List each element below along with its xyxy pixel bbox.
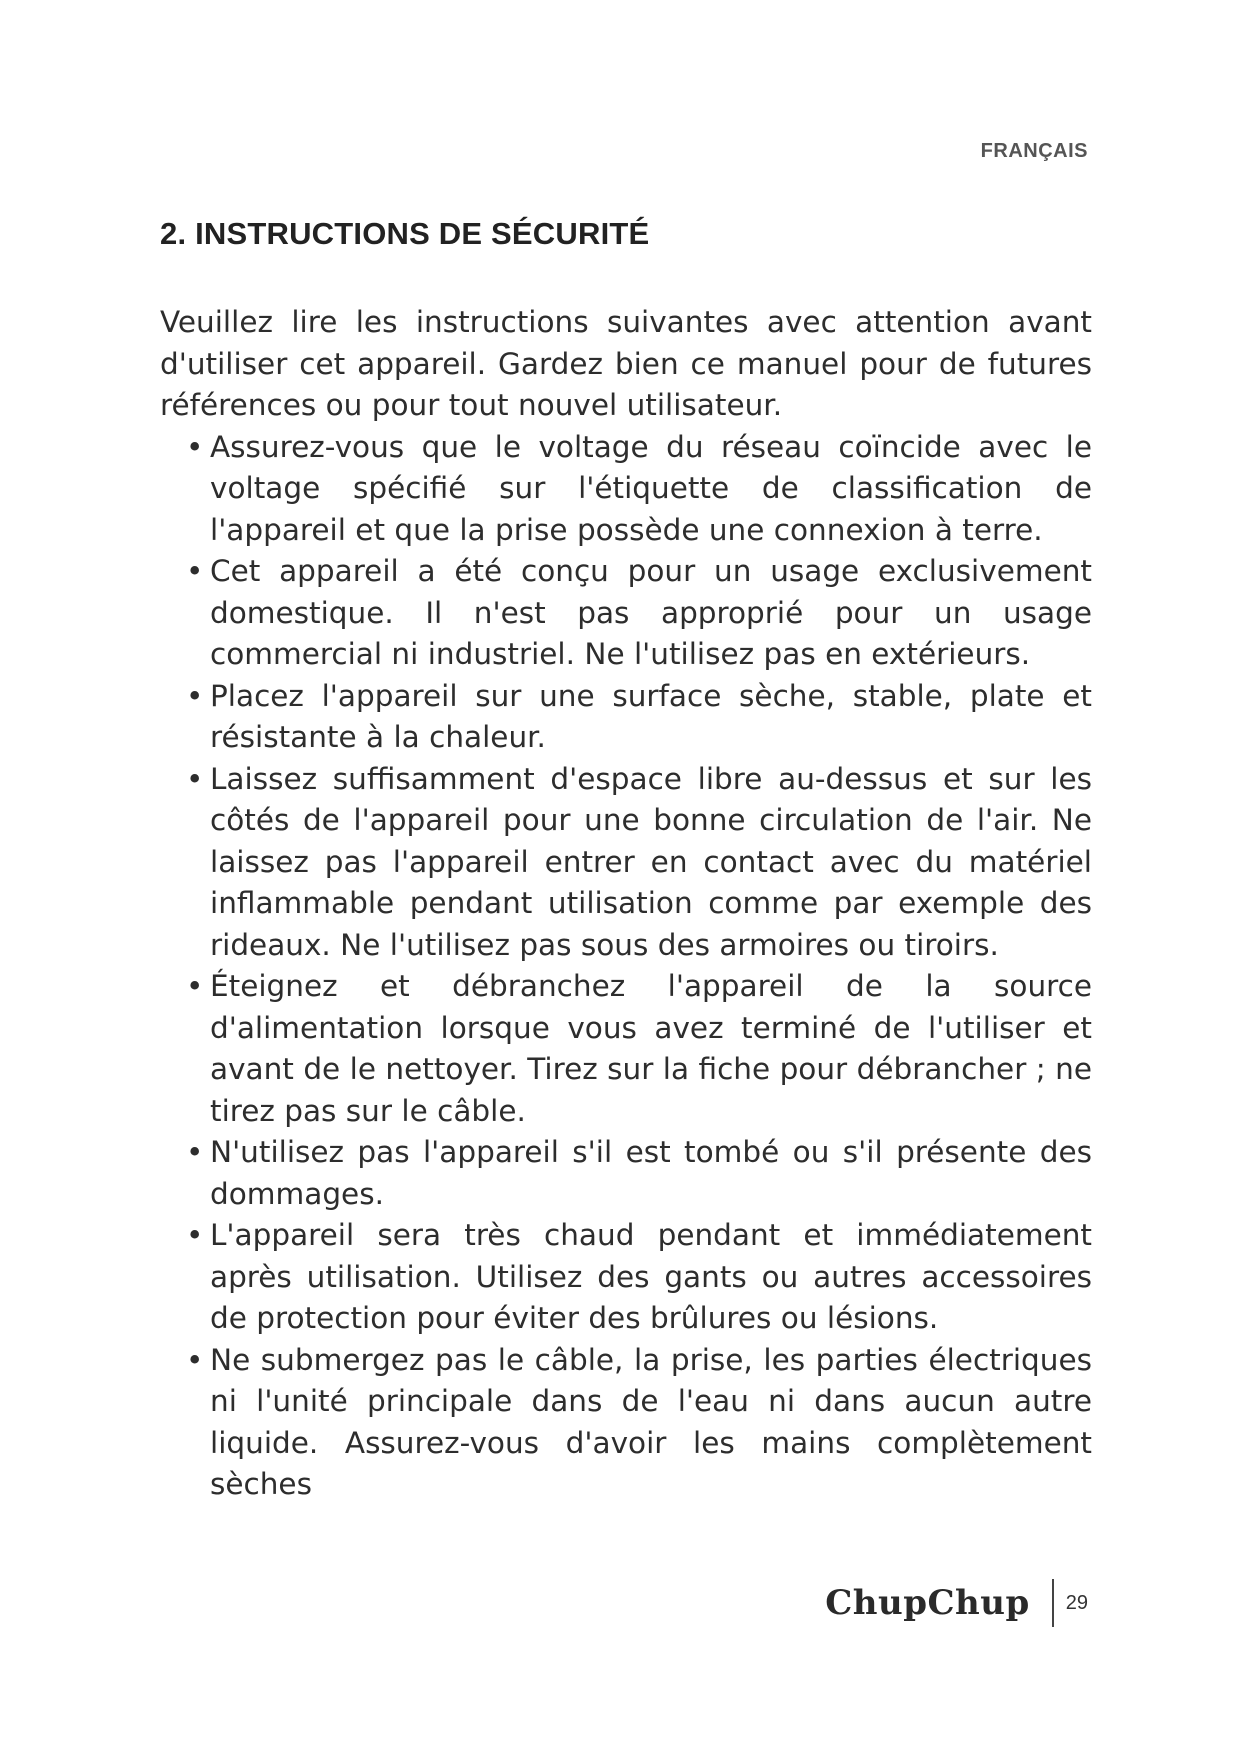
list-item (160, 551, 1092, 676)
list-item (160, 966, 1092, 1132)
bullet-icon: • (186, 678, 204, 713)
language-label: FRANÇAIS (980, 140, 1088, 162)
list-item-text: Assurez-vous que le voltage du réseau coïncide avec le voltage spécifié sur l'étiquette de classification de l'appareil et que la prise possède une connexion à terre. (210, 429, 1092, 547)
list-item (160, 759, 1092, 967)
list-item (160, 1340, 1092, 1506)
intro-paragraph: Veuillez lire les instructions suivantes avec attention avant d'utiliser cet appareil. Gardez bien ce manuel pour de futures références ou pour tout nouvel utilisateur. (160, 305, 1092, 422)
bullet-icon: • (186, 969, 204, 1003)
list-item-text: Placez l'appareil sur une surface sèche, stable, plate et résistante à la chaleur. (210, 678, 1092, 754)
bullet-icon: • (186, 1342, 204, 1377)
list-item-text: Ne submergez pas le câble, la prise, les parties électriques ni l'unité principale dans de l'eau ni dans aucun autre liquide. Assurez-vous d'avoir les mains complètement sèches (210, 1342, 1092, 1501)
brand-logo: ChupChup (825, 1583, 1030, 1623)
bullet-icon: • (186, 554, 204, 588)
bullet-icon: • (186, 761, 204, 796)
bullet-icon: • (186, 1218, 204, 1252)
bullet-icon: • (186, 429, 204, 464)
bullet-icon: • (186, 1135, 204, 1169)
section-body (160, 302, 1092, 1506)
page-footer (825, 1578, 1088, 1628)
list-item-text: N'utilisez pas l'appareil s'il est tombé ou s'il présente des dommages. (210, 1135, 1092, 1211)
safety-list (160, 427, 1092, 1506)
list-item (160, 427, 1092, 552)
list-item-text: L'appareil sera très chaud pendant et immédiatement après utilisation. Utilisez des gants ou autres accessoires de protection pour éviter des brûlures ou lésions. (210, 1218, 1092, 1335)
list-item-text: Éteignez et débranchez l'appareil de la source d'alimentation lorsque vous avez terminé de l'utiliser et avant de le nettoyer. Tirez sur la fiche pour débrancher ; ne tirez pas sur le câble. (210, 969, 1092, 1128)
list-item (160, 1132, 1092, 1215)
list-item (160, 676, 1092, 759)
list-item (160, 1215, 1092, 1340)
list-item-text: Laissez suffisamment d'espace libre au-dessus et sur les côtés de l'appareil pour une bonne circulation de l'air. Ne laissez pas l'appareil entrer en contact avec du matériel inflammable pendant utilisation comme par exemple des rideaux. Ne l'utilisez pas sous des armoires ou tiroirs. (210, 761, 1092, 962)
page-number: 29 (1065, 1591, 1088, 1614)
list-item-text: Cet appareil a été conçu pour un usage exclusivement domestique. Il n'est pas approprié pour un usage commercial ni industriel. Ne l'utilisez pas en extérieurs. (210, 554, 1092, 671)
section-title: 2. INSTRUCTIONS DE SÉCURITÉ (160, 216, 650, 251)
